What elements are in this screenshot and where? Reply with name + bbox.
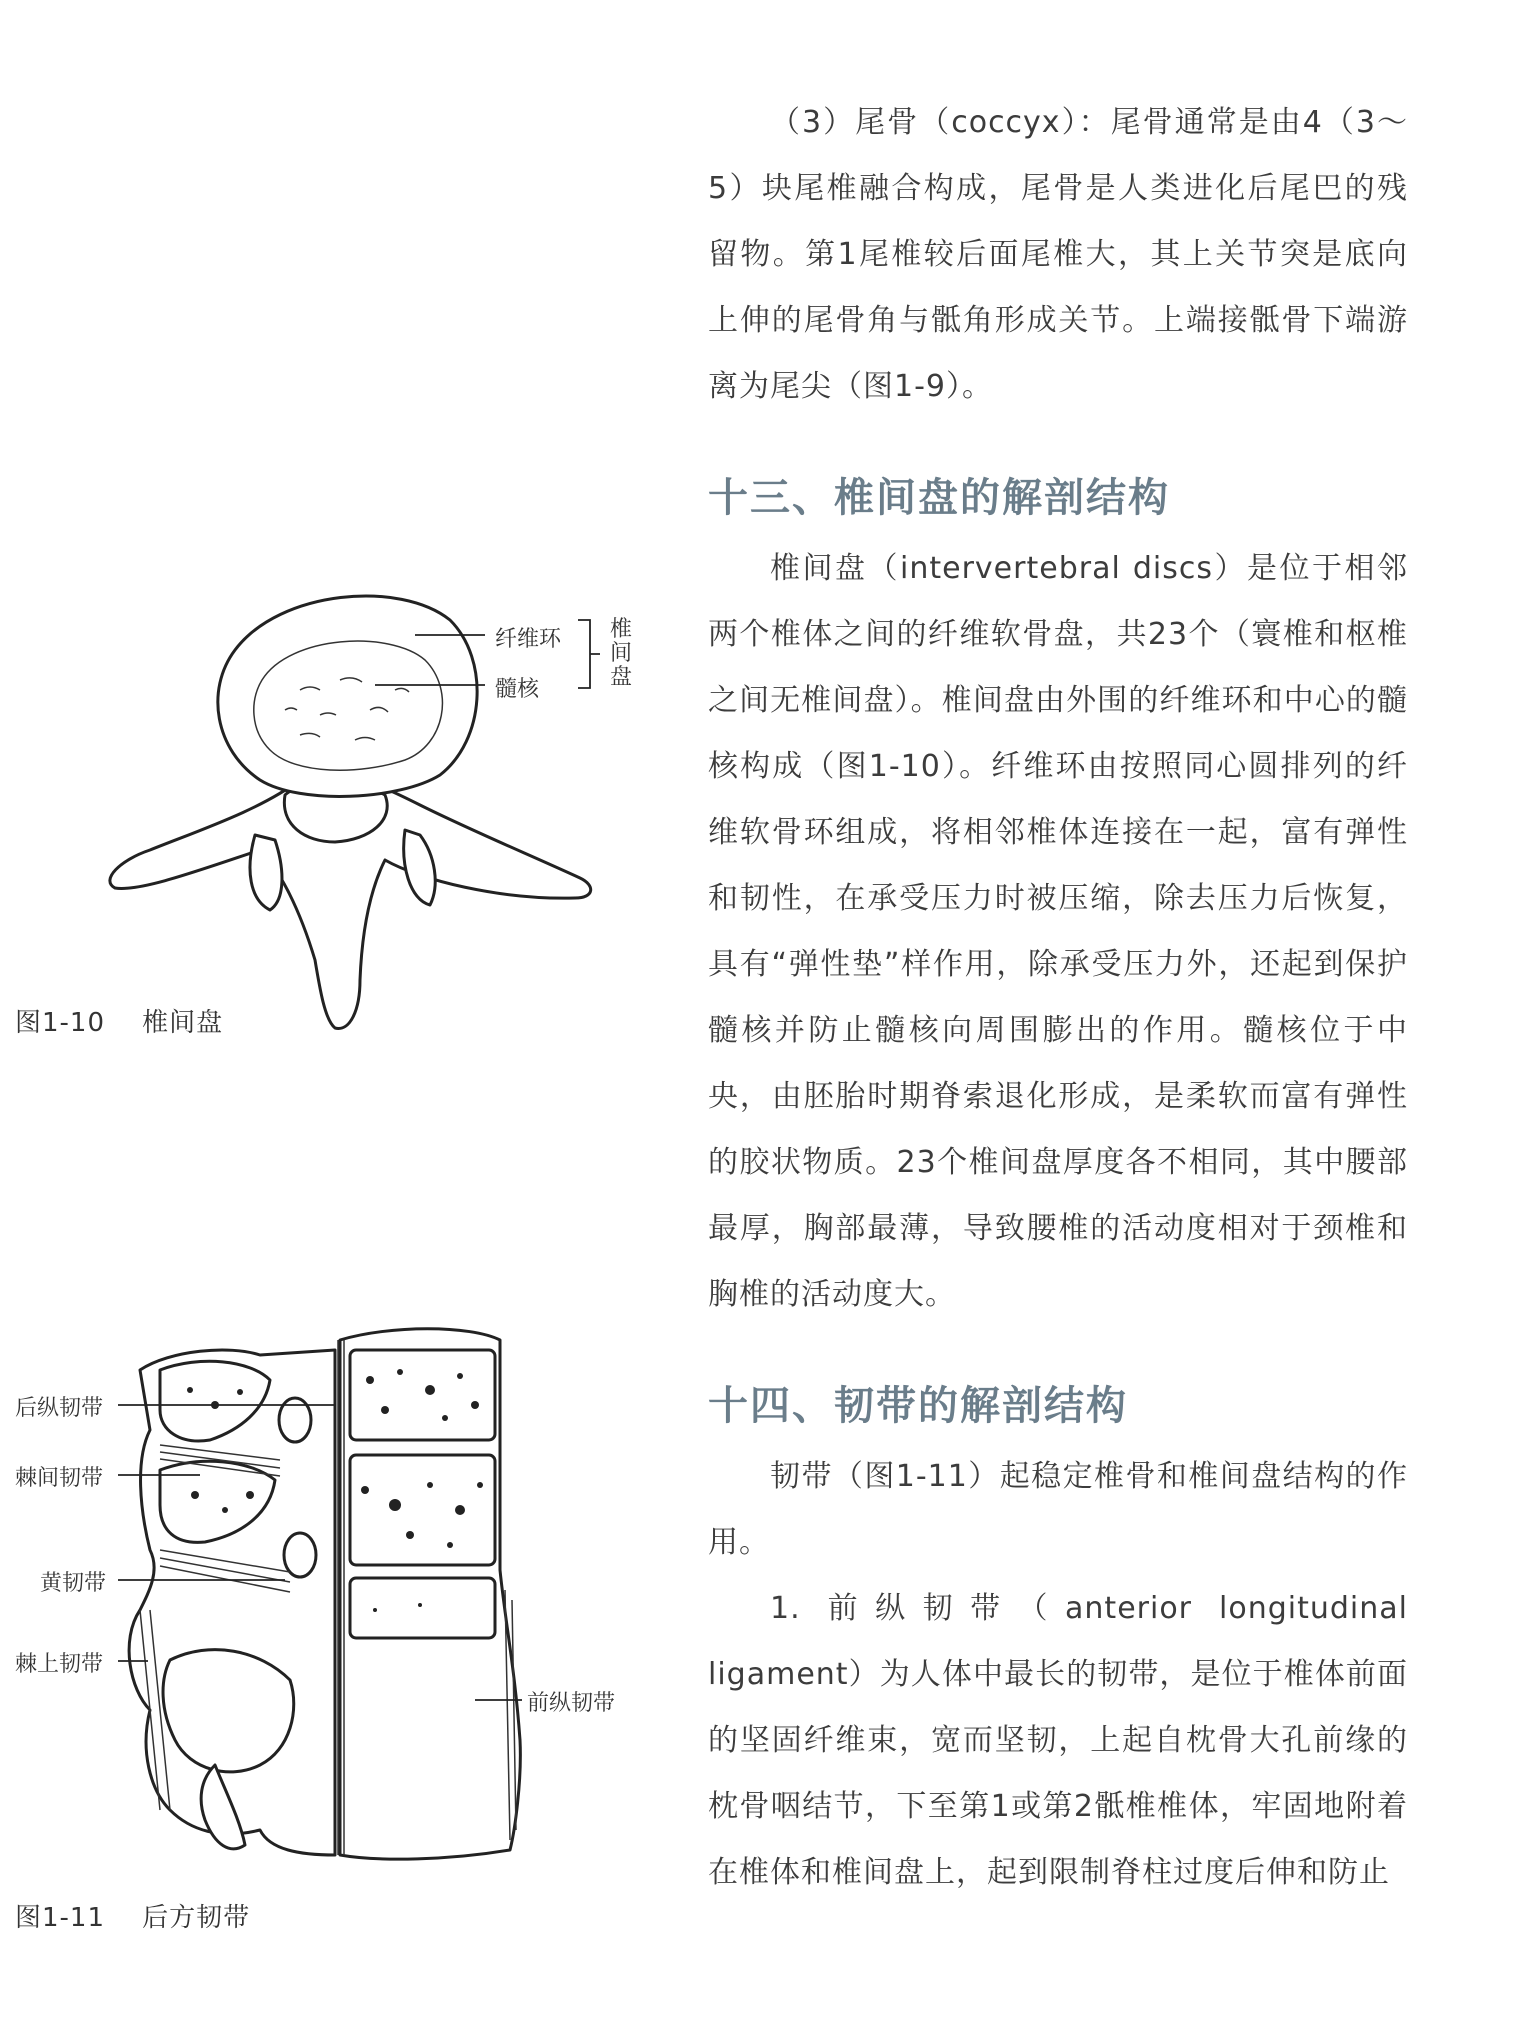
label-anterior-longitudinal: 前纵韧带 xyxy=(527,1691,616,1716)
label-interspinous: 棘间韧带 xyxy=(15,1466,104,1491)
label-flavum: 黄韧带 xyxy=(40,1571,107,1596)
ligament-intro-paragraph: 韧带（图1-11）起稳定椎骨和椎间盘结构的作用。 xyxy=(708,1459,1408,1560)
label-disc: 椎间盘 xyxy=(610,617,633,690)
figure-1-11 xyxy=(0,1310,660,1870)
lower-posterior-element xyxy=(163,1650,294,1772)
vertebral-body-lower xyxy=(350,1578,495,1638)
section-14-heading: 十四、韧带的解剖结构 xyxy=(708,1382,1128,1429)
facet-joint-middle xyxy=(284,1533,316,1577)
disc-paragraph: 椎间盘（intervertebral discs）是位于相邻两个椎体之间的纤维软骨盘，共23个（寰椎和枢椎之间无椎间盘）。椎间盘由外围的纤维环和中心的髓核构成（图1-10）。纤维环由按照同心圆排列的纤维软骨环组成，将相邻椎体连接在一起，富有弹性和韧性，在承受压力时被压缩，除去压力后恢复，具有“弹性垫”样作用，除承受压力外，还起到保护髓核并防止髓核向周围膨出的作用。髓核位于中央，由胚胎时期脊索退化形成，是柔软而富有弹性的胶状物质。23个椎间盘厚度各不相同，其中腰部最厚，胸部最薄，导致腰椎的活动度相对于颈椎和胸椎的活动度大。 xyxy=(708,551,1408,1312)
figure-1-10-caption: 图1-10 椎间盘 xyxy=(15,1008,224,1038)
label-posterior-longitudinal: 后纵韧带 xyxy=(15,1396,104,1421)
vertebral-body-middle xyxy=(350,1455,495,1565)
coccyx-paragraph: （3）尾骨（coccyx）：尾骨通常是由4（3～5）块尾椎融合构成，尾骨是人类进化后尾巴的残留物。第1尾椎较后面尾椎大，其上关节突是底向上伸的尾骨角与骶角形成关节。上端接骶骨下端游离为尾尖（图1-9）。 xyxy=(708,105,1408,404)
label-annulus: 纤维环 xyxy=(495,627,562,652)
section-13-heading: 十三、椎间盘的解剖结构 xyxy=(708,474,1170,521)
figure-1-11-caption: 图1-11 后方韧带 xyxy=(15,1903,251,1933)
label-supraspinous: 棘上韧带 xyxy=(15,1652,104,1677)
vertebral-body-upper xyxy=(350,1350,495,1440)
text-column xyxy=(708,90,1408,1906)
anterior-ligament-paragraph: 1. 前纵韧带（anterior longitudinal ligament）为人体中最长的韧带，是位于椎体前面的坚固纤维束，宽而坚韧，上起自枕骨大孔前缘的枕骨咽结节，下至第1或第2骶椎椎体，牢固地附着在椎体和椎间盘上，起到限制脊柱过度后伸和防止 xyxy=(708,1591,1408,1890)
label-nucleus: 髓核 xyxy=(495,677,540,702)
figure-1-10 xyxy=(0,580,660,1040)
facet-left xyxy=(250,835,282,910)
disc-body xyxy=(218,596,477,796)
